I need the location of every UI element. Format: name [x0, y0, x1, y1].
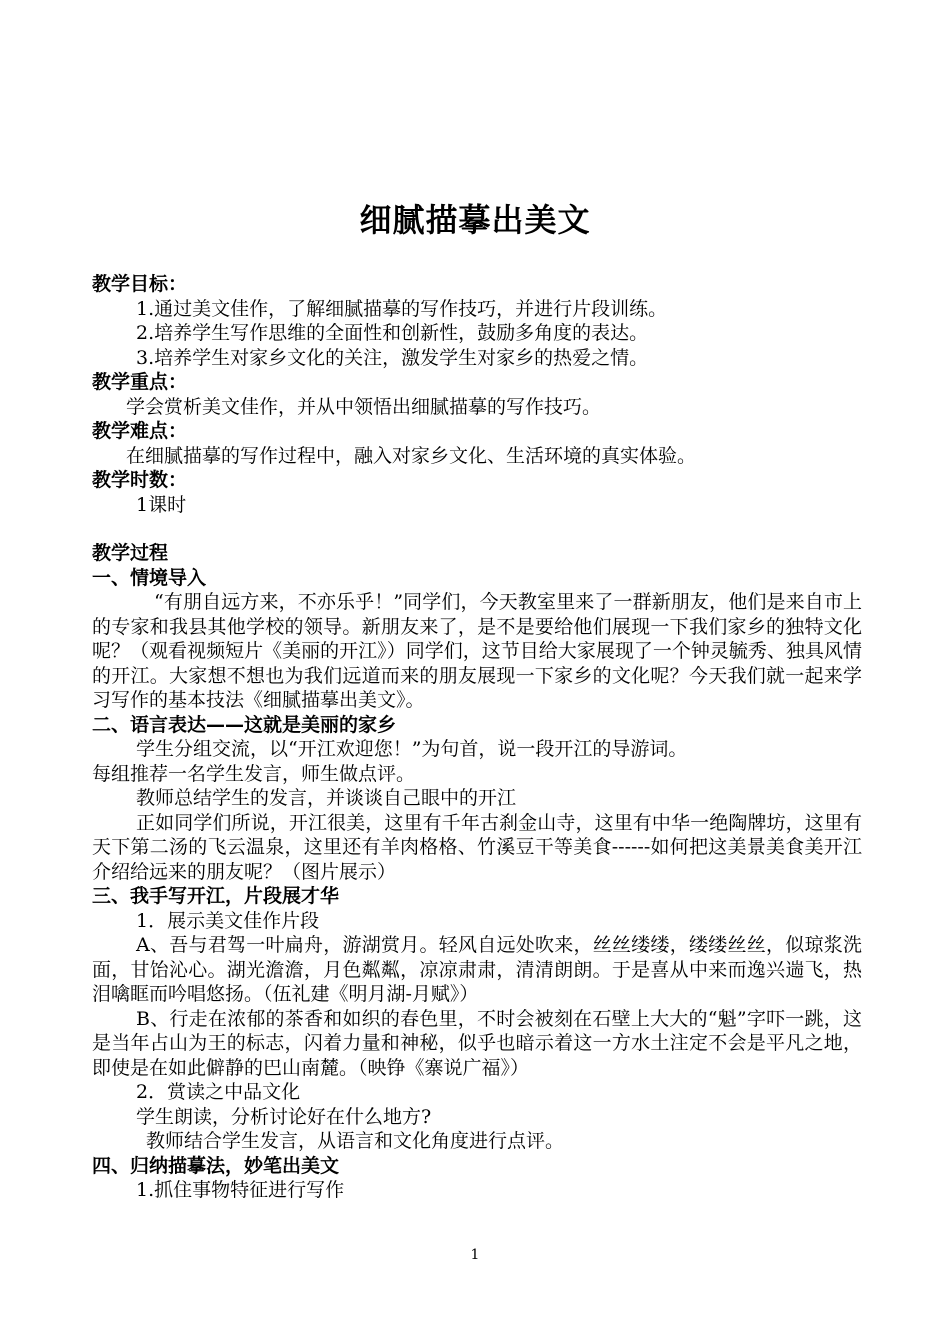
section-2-paragraph-2: 每组推荐一名学生发言，师生做点评。 — [92, 762, 416, 785]
document-title: 细腻描摹出美文 — [359, 201, 591, 239]
section-3-item-1: 1．展示美文佳作片段 — [136, 909, 320, 932]
section-2-paragraph-3: 教师总结学生的发言，并谈谈自己眼中的开江 — [136, 787, 517, 809]
section-2-paragraph-1: 学生分组交流，以“开江欢迎您！”为句首，说一段开江的导游词。 — [136, 738, 688, 760]
section-3-paragraph-4: 教师结合学生发言，从语言和文化角度进行点评。 — [146, 1130, 565, 1152]
difficulties-heading: 教学难点： — [92, 420, 188, 442]
section-4-item-1: 1.抓住事物特征进行写作 — [136, 1179, 345, 1201]
objective-item-3: 3.培养学生对家乡文化的关注，激发学生对家乡的热爱之情。 — [136, 346, 649, 369]
process-heading: 教学过程 — [92, 542, 169, 564]
key-points-text: 学会赏析美文佳作，并从中领悟出细腻描摹的写作技巧。 — [126, 395, 602, 418]
section-1-heading: 一、情境导入 — [92, 566, 207, 589]
section-1-paragraph: “有朋自远方来，不亦乐乎！”同学们，今天教室里来了一群新朋友，他们是来自市上的专家和我县其他学校的领导。新朋友来了，是不是要给他们展现一下我们家乡的独特文化呢？（观看视频短片《美丽的开江》）同学们，这节目给大家展现了一个钟灵毓秀、独具风情的开江。大家想不想也为我们远道而来的朋友展现一下家乡的文化呢？今天我们就一起来学习写作的基本技法《细腻描摹出美文》。 — [92, 591, 862, 711]
hours-text: 1课时 — [136, 493, 187, 516]
objective-item-1: 1.通过美文佳作，了解细腻描摹的写作技巧，并进行片段训练。 — [136, 297, 668, 320]
section-2-paragraph-4: 正如同学们所说，开江很美，这里有千年古刹金山寺，这里有中华一绝陶牌坊，这里有天下第二汤的飞云温泉，这里还有羊肉格格、竹溪豆干等美食------如何把这美景美食美开江介绍给远来的朋友呢？（图片展示） — [92, 811, 862, 883]
page-number: 1 — [470, 1247, 480, 1263]
key-points-heading: 教学重点： — [92, 371, 188, 393]
section-2-heading: 二、语言表达——这就是美丽的家乡 — [92, 713, 397, 736]
section-3-heading: 三、我手写开江，片段展才华 — [92, 885, 340, 907]
objective-item-2: 2.培养学生写作思维的全面性和创新性，鼓励多角度的表达。 — [136, 322, 649, 344]
spacer — [92, 517, 862, 541]
section-3-item-2: 2．赏读之中品文化 — [136, 1081, 301, 1103]
document-body — [92, 272, 862, 1203]
hours-heading: 教学时数： — [92, 469, 188, 491]
section-4-heading: 四、归纳描摹法，妙笔出美文 — [92, 1154, 340, 1177]
section-3-excerpt-b: B、行走在浓郁的茶香和如织的春色里，不时会被刻在石壁上大大的“魁”字吓一跳，这是当年占山为王的标志，闪着力量和神秘，似乎也暗示着这一方水土注定不会是平凡之地，即使是在如此僻静的巴山南麓。（映铮《寨说广福》） — [92, 1007, 862, 1079]
section-3-paragraph-3: 学生朗读，分析讨论好在什么地方? — [136, 1105, 432, 1128]
objectives-heading: 教学目标： — [92, 273, 188, 295]
difficulties-text: 在细腻描摹的写作过程中，融入对家乡文化、生活环境的真实体验。 — [126, 444, 697, 467]
section-3-excerpt-a: A、吾与君驾一叶扁舟，游湖赏月。轻风自远处吹来，丝丝缕缕，缕缕丝丝，似琼浆洗面，甘饴沁心。湖光澹澹，月色粼粼，凉凉肃肃，清清朗朗。于是喜从中来而逸兴遄飞，热泪噙眶而吟唱悠扬。（伍礼建《明月湖-月赋》） — [92, 934, 862, 1005]
